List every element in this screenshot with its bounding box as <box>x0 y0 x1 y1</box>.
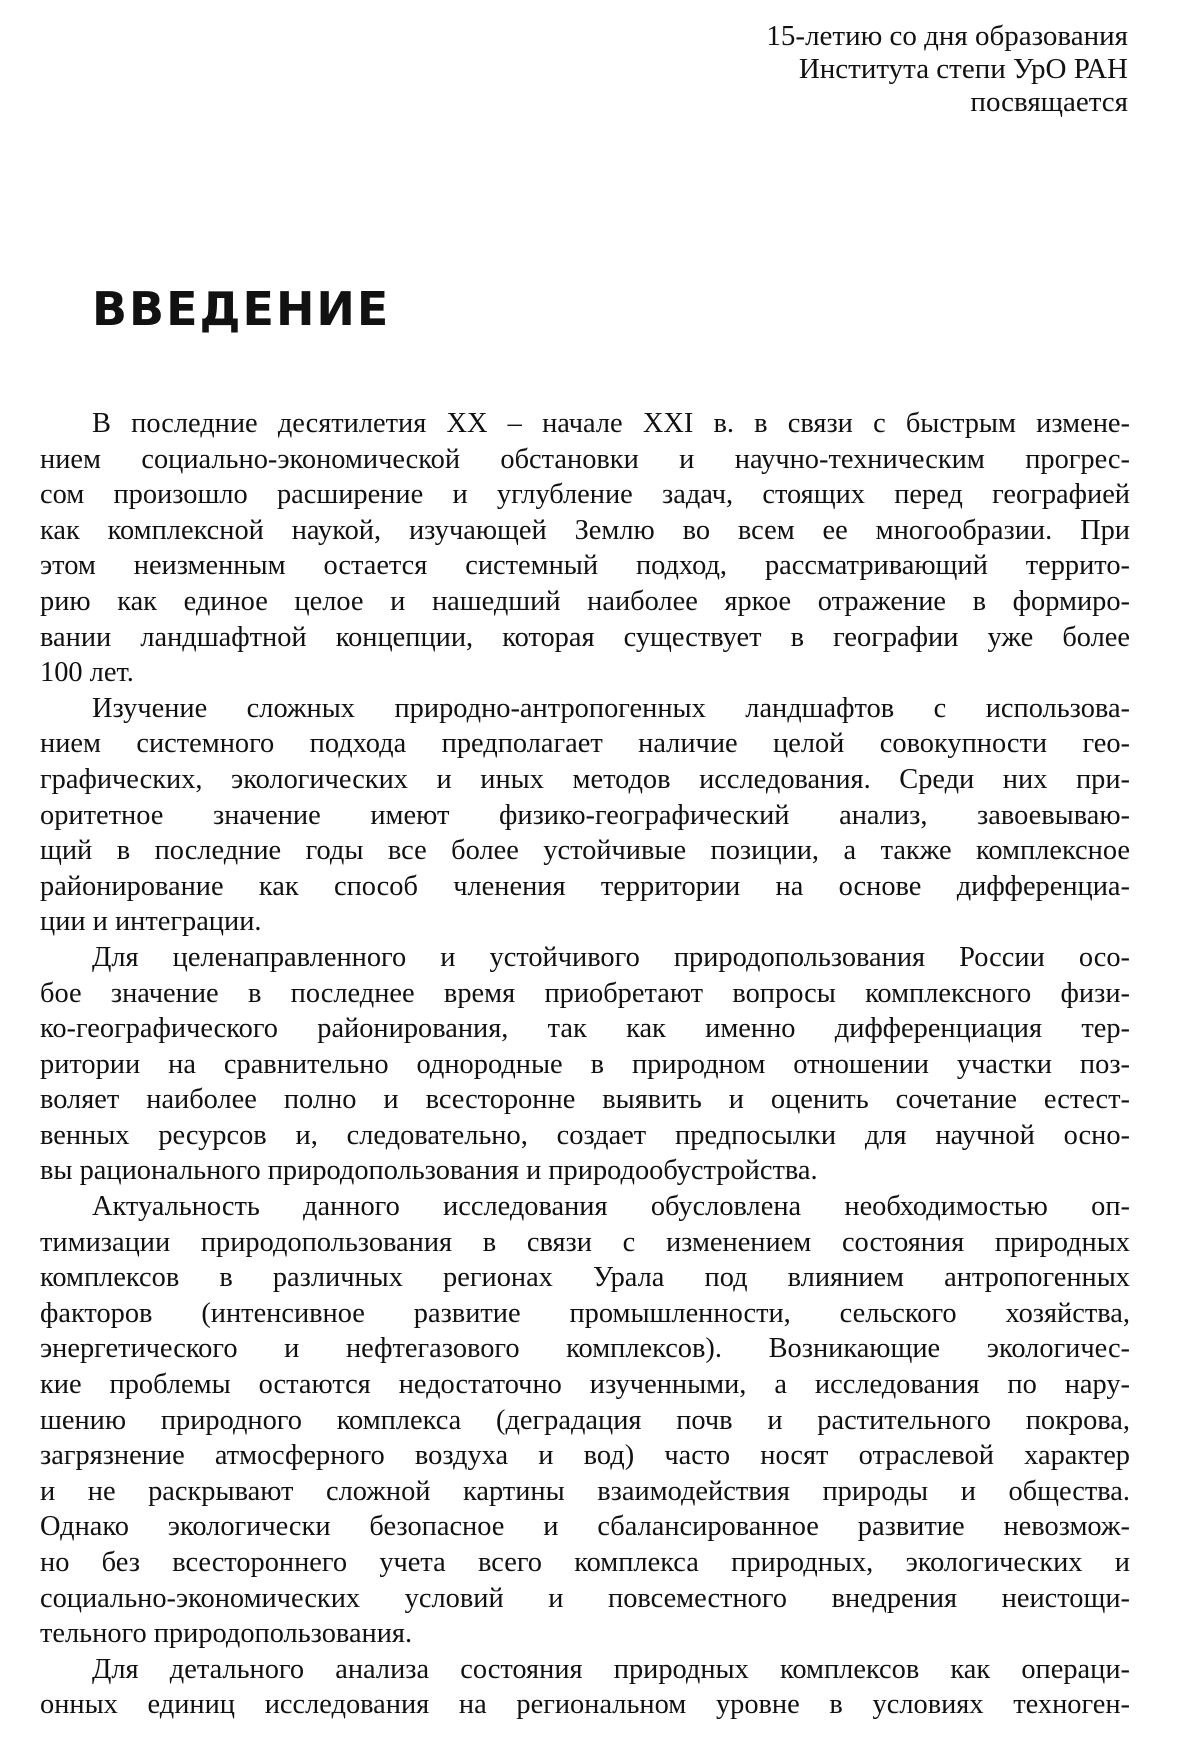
text-line: графических, экологических и иных методов исследования. Среди них при- <box>40 763 1130 795</box>
text-line: факторов (интенсивное развитие промышленности, сельского хозяйства, <box>40 1297 1130 1329</box>
text-line: сом произошло расширение и углубление задач, стоящих перед географией <box>40 479 1130 511</box>
body-text <box>40 406 1130 1723</box>
text-line: онных единиц исследования на региональном уровне в условиях техноген- <box>40 1689 1130 1721</box>
text-line: щий в последние годы все более устойчивые позиции, а также комплексное <box>40 835 1130 867</box>
text-line: загрязнение атмосферного воздуха и вод) часто носят отраслевой характер <box>40 1440 1130 1472</box>
dedication <box>766 20 1128 119</box>
text-line: вании ландшафтной концепции, которая существует в географии уже более <box>40 621 1130 653</box>
paragraph <box>40 940 1130 1189</box>
paragraph <box>40 1652 1130 1723</box>
text-line: Актуальность данного исследования обусловлена необходимостью оп- <box>92 1191 1130 1223</box>
text-line: вы рационального природопользования и природообустройства. <box>40 1155 818 1187</box>
text-line: шению природного комплекса (деградация почв и растительного покрова, <box>40 1404 1130 1436</box>
text-line: ко-географического районирования, так как именно дифференциация тер- <box>40 1013 1130 1045</box>
text-line: 100 лет. <box>40 657 134 689</box>
text-line: тимизации природопользования в связи с изменением состояния природных <box>40 1226 1130 1258</box>
text-line: районирование как способ членения территории на основе дифференциа- <box>40 870 1130 902</box>
text-line: ции и интеграции. <box>40 906 262 938</box>
text-line: ритории на сравнительно однородные в природном отношении участки поз- <box>40 1048 1130 1080</box>
text-line: воляет наиболее полно и всесторонне выявить и оценить сочетание естест- <box>40 1084 1130 1116</box>
text-line: Изучение сложных природно-антропогенных ландшафтов с использова- <box>92 692 1130 724</box>
paragraph <box>40 1189 1130 1652</box>
text-line: этом неизменным остается системный подход, рассматривающий террито- <box>40 550 1130 582</box>
text-line: социально-экономических условий и повсеместного внедрения неистощи- <box>40 1582 1130 1614</box>
text-line: нием системного подхода предполагает наличие целой совокупности гео- <box>40 728 1130 760</box>
dedication-line: посвящается <box>970 86 1128 118</box>
text-line: Для целенаправленного и устойчивого природопользования России осо- <box>92 941 1130 973</box>
text-line: комплексов в различных регионах Урала под влиянием антропогенных <box>40 1262 1130 1294</box>
text-line: В последние десятилетия XX – начале XXI в. в связи с быстрым измене- <box>92 408 1130 439</box>
section-heading: ВВЕДЕНИЕ <box>92 282 391 336</box>
dedication-line: Института степи УрО РАН <box>798 53 1128 85</box>
text-line: и не раскрывают сложной картины взаимодействия природы и общества. <box>40 1475 1130 1507</box>
paragraph <box>40 406 1130 691</box>
text-line: бое значение в последнее время приобретают вопросы комплексного физи- <box>40 977 1130 1009</box>
text-line: тельного природопользования. <box>40 1618 413 1650</box>
text-line: но без всестороннего учета всего комплекса природных, экологических и <box>40 1547 1130 1578</box>
text-line: Для детального анализа состояния природных комплексов как операци- <box>92 1653 1130 1685</box>
text-line: как комплексной наукой, изучающей Землю во всем ее многообразии. При <box>40 514 1130 546</box>
text-line: рию как единое целое и нашедший наиболее яркое отражение в формиро- <box>40 585 1130 617</box>
paragraph <box>40 691 1130 940</box>
text-line: кие проблемы остаются недостаточно изученными, а исследования по нару- <box>40 1369 1130 1401</box>
text-line: нием социально-экономической обстановки и научно-техническим прогрес- <box>40 443 1130 475</box>
text-line: энергетического и нефтегазового комплексов). Возникающие экологичес- <box>40 1333 1130 1365</box>
text-line: венных ресурсов и, следовательно, создает предпосылки для научной осно- <box>40 1119 1130 1151</box>
dedication-line: 15-летию со дня образования <box>766 20 1128 52</box>
text-line: Однако экологически безопасное и сбалансированное развитие невозмож- <box>40 1511 1130 1543</box>
text-line: оритетное значение имеют физико-географический анализ, завоевываю- <box>40 799 1130 831</box>
